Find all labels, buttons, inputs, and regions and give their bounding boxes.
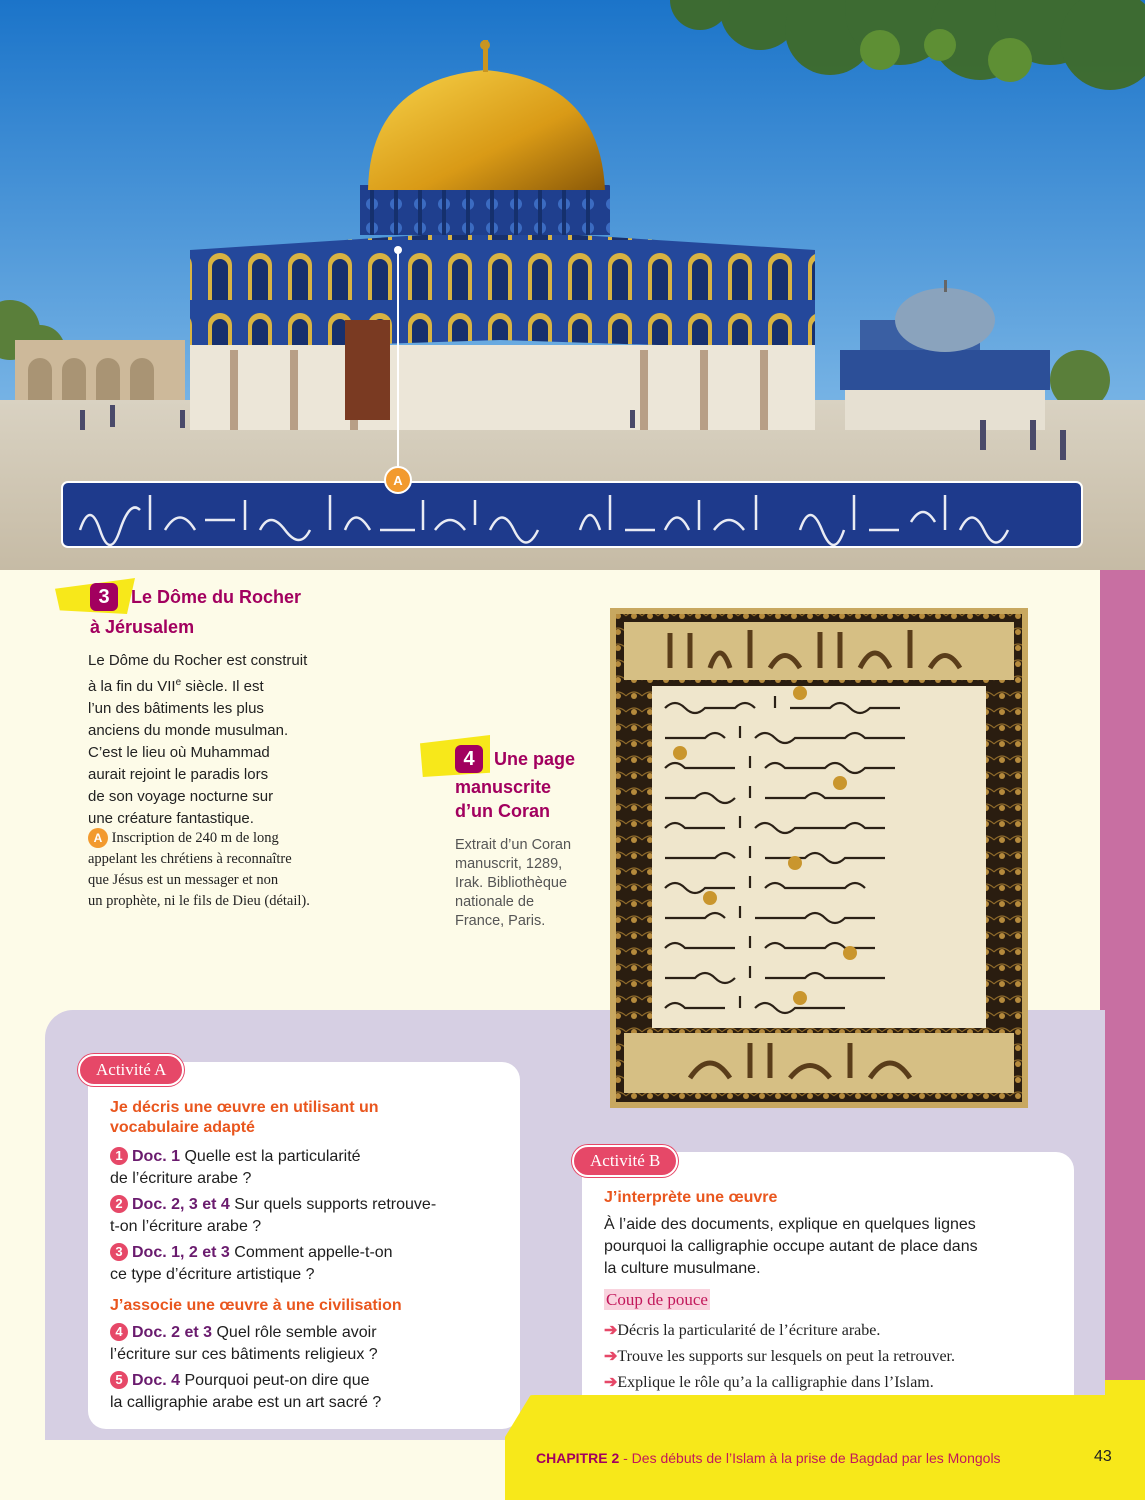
question-number: 4 <box>110 1323 128 1341</box>
tip-item: ➔Décris la particularité de l’écriture arabe. <box>604 1322 881 1339</box>
doc4-caption-line: Extrait d’un Coran <box>455 837 572 853</box>
doc4-caption-line: France, Paris. <box>455 913 546 929</box>
quran-manuscript-image <box>610 608 1028 1108</box>
doc4-caption-line: manuscrit, 1289, <box>455 856 563 872</box>
doc3-line: anciens du monde musulman. <box>88 722 289 739</box>
doc3-caption <box>88 828 388 912</box>
activity-a-content <box>110 1098 510 1414</box>
activity-a-label: Activité A <box>78 1054 184 1086</box>
arrow-icon: ➔ <box>604 1322 618 1339</box>
question-number: 1 <box>110 1147 128 1165</box>
doc3-line: de son voyage nocturne sur <box>88 788 274 805</box>
doc3-caption-line: appelant les chrétiens à reconnaître <box>88 851 292 867</box>
question-3: 3 Doc. 1, 2 et 3 Comment appelle-t-on ce type d’écriture artistique ? <box>110 1244 393 1283</box>
doc4-title <box>455 745 605 823</box>
footer-chapter <box>536 1450 1076 1466</box>
doc4-caption-line: Irak. Bibliothèque <box>455 875 568 891</box>
doc3-line: une créature fantastique. <box>88 810 254 827</box>
doc3-line: C’est le lieu où Muhammad <box>88 744 270 761</box>
activity-a-heading2: J’associe une œuvre à une civilisation <box>110 1297 402 1314</box>
doc3-caption-line: un prophète, ni le fils de Dieu (détail). <box>88 893 310 909</box>
question-number: 2 <box>110 1195 128 1213</box>
doc-reference: Doc. 1, 2 et 3 <box>132 1244 230 1261</box>
chapter-title: - Des débuts de l’Islam à la prise de Bagdad par les Mongols <box>619 1450 1001 1466</box>
footer-band <box>505 1395 1145 1500</box>
question-2: 2 Doc. 2, 3 et 4 Sur quels supports retrouve- t-on l’écriture arabe ? <box>110 1196 437 1235</box>
activity-b-heading: J’interprète une œuvre <box>604 1189 778 1206</box>
doc3-number: 3 <box>90 583 118 611</box>
doc4-title-line1: Une page <box>494 749 576 769</box>
activity-a-heading1: Je décris une œuvre en utilisant un vocabulaire adapté <box>110 1099 379 1136</box>
doc-reference: Doc. 4 <box>132 1372 181 1389</box>
doc4-caption-line: nationale de <box>455 894 535 910</box>
doc3-description <box>88 650 388 830</box>
activity-b-text: À l’aide des documents, explique en quelques lignes pourquoi la calligraphie occupe autant de place dans la culture musulmane. <box>604 1216 978 1277</box>
doc3-title-line1: Le Dôme du Rocher <box>131 587 302 607</box>
doc3-line: Le Dôme du Rocher est construit <box>88 652 308 669</box>
question-number: 3 <box>110 1243 128 1261</box>
doc4-caption <box>455 836 605 931</box>
doc3-caption-line: A Inscription de 240 m de long <box>88 828 388 849</box>
doc3-line: aurait rejoint le paradis lors <box>88 766 269 783</box>
arrow-icon: ➔ <box>604 1374 618 1391</box>
question-4: 4 Doc. 2 et 3 Quel rôle semble avoir l’écriture sur ces bâtiments religieux ? <box>110 1324 378 1363</box>
doc4-title-line2: manuscrite <box>455 777 552 797</box>
doc3-title <box>90 583 390 639</box>
doc3-title-line2: à Jérusalem <box>90 617 195 637</box>
svg-text:A: A <box>393 473 403 488</box>
doc4-number: 4 <box>455 745 483 773</box>
question-5: 5 Doc. 4 Pourquoi peut-on dire que la calligraphie arabe est un art sacré ? <box>110 1372 382 1411</box>
tip-item: ➔Trouve les supports sur lesquels on peut la retrouver. <box>604 1348 955 1365</box>
doc3-line: à la fin du VIIe siècle. Il est <box>88 677 264 695</box>
tip-title: Coup de pouce <box>606 1290 708 1309</box>
dome-of-the-rock-photo <box>0 0 1145 570</box>
activity-b-content <box>604 1188 1064 1396</box>
tip-list <box>604 1318 1064 1396</box>
tip-item: ➔Explique le rôle qu’a la calligraphie dans l’Islam. <box>604 1374 934 1391</box>
activity-b-label: Activité B <box>572 1145 678 1177</box>
question-number: 5 <box>110 1371 128 1389</box>
doc-reference: Doc. 1 <box>132 1148 181 1165</box>
chapter-label: CHAPITRE 2 <box>536 1450 620 1466</box>
doc-reference: Doc. 2, 3 et 4 <box>132 1196 230 1213</box>
doc3-caption-line: que Jésus est un messager et non <box>88 872 279 888</box>
doc-reference: Doc. 2 et 3 <box>132 1324 213 1341</box>
marker-a: A <box>88 828 108 848</box>
tip-box <box>604 1290 1064 1310</box>
question-1: 1 Doc. 1 Quelle est la particularité de l’écriture arabe ? <box>110 1148 361 1187</box>
doc3-line: l’un des bâtiments les plus <box>88 700 264 717</box>
arrow-icon: ➔ <box>604 1348 618 1365</box>
doc4-title-line3: d’un Coran <box>455 801 550 821</box>
page-number: 43 <box>1094 1448 1112 1465</box>
